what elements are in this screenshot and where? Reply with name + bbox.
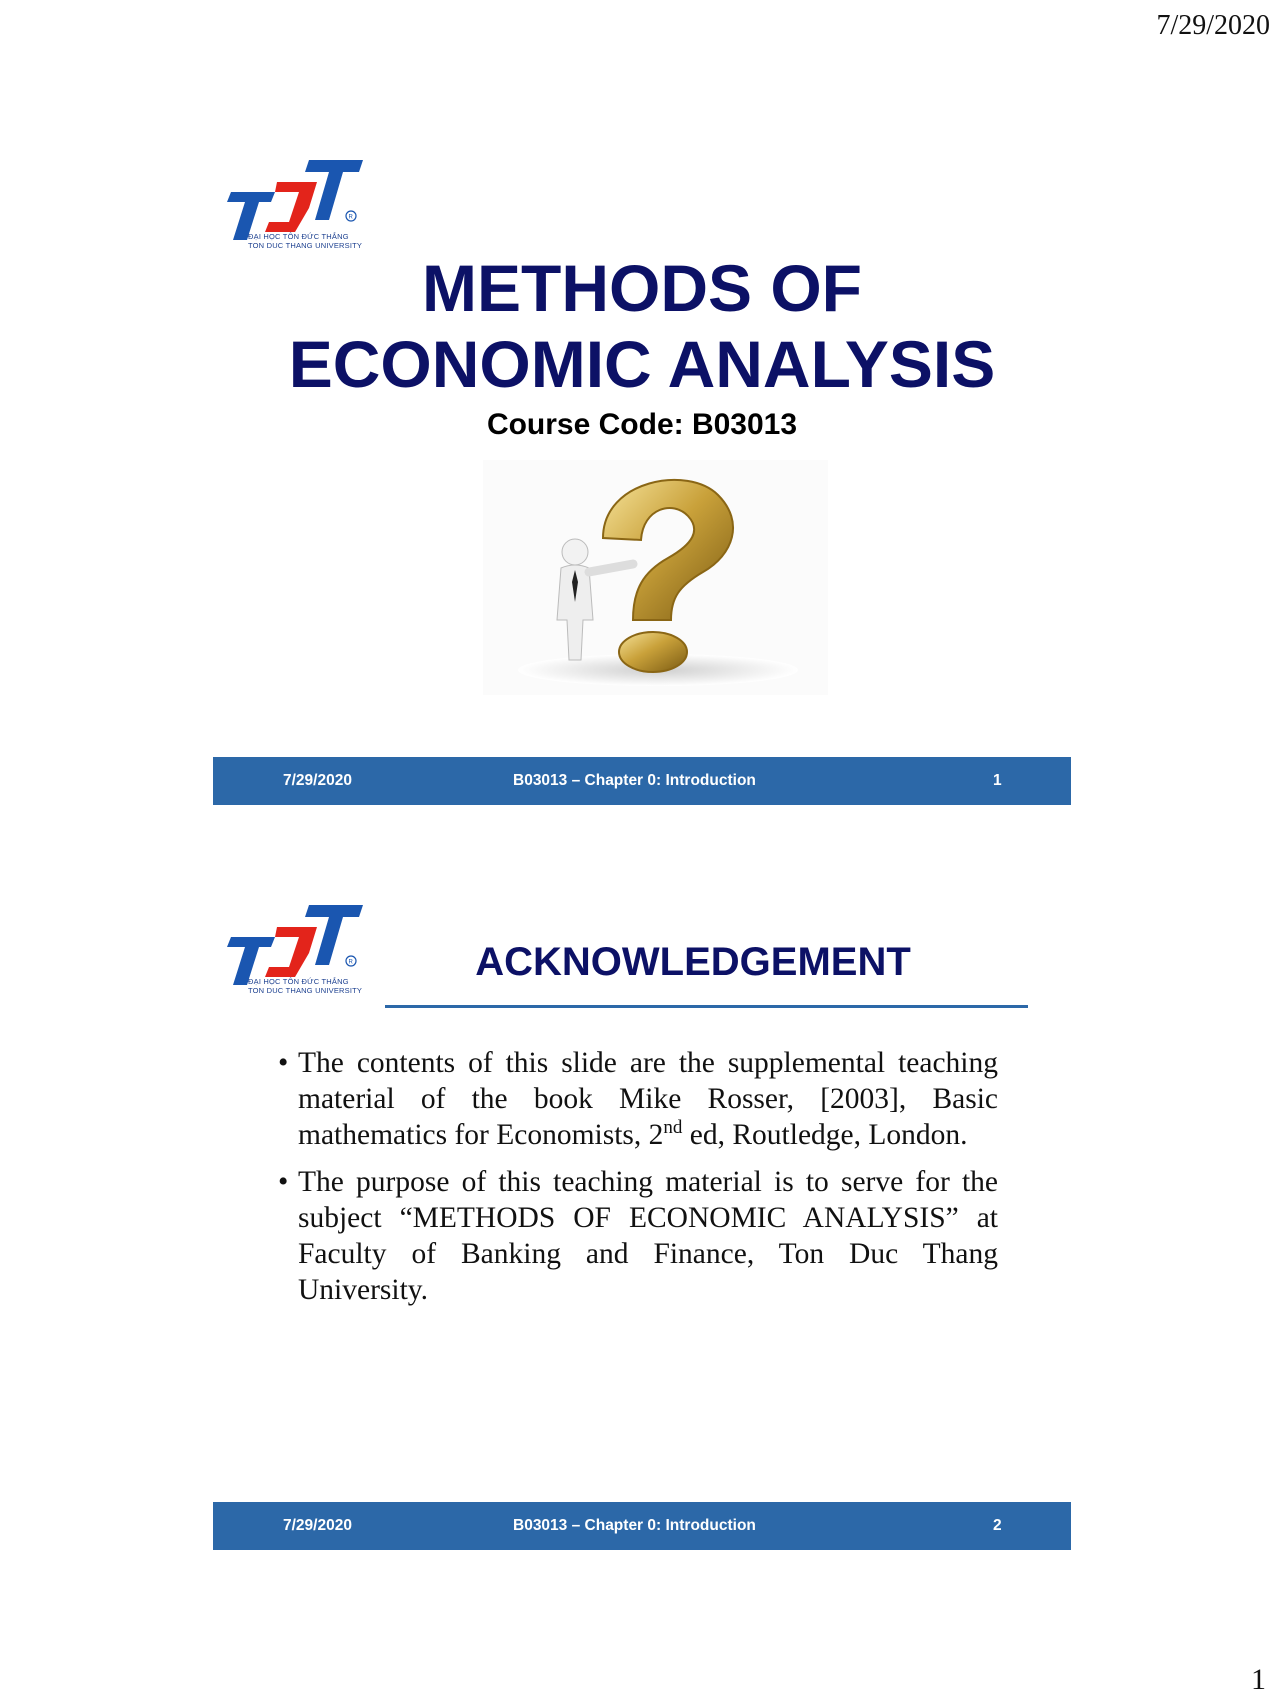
acknowledgement-list (278, 1045, 998, 1319)
bullet-1-superscript: nd (663, 1117, 683, 1139)
slide-1-footer (213, 757, 1071, 805)
page-number: 1 (1251, 1663, 1266, 1696)
svg-text:R: R (348, 214, 353, 221)
title-line-2: ECONOMIC ANALYSIS (288, 327, 996, 401)
tdt-logo (213, 905, 383, 1005)
bullet-1-text-end: ed, Routledge, London. (682, 1119, 968, 1151)
bullet-icon: • (278, 1166, 289, 1198)
bullet-2-text: The purpose of this teaching material is to serve for the subject “METHODS OF ECONOMIC ANALYSIS” at Faculty of Banking and Finance, Ton Duc Thang University. (298, 1166, 998, 1306)
logo-caption-en: TON DUC THANG UNIVERSITY (248, 241, 363, 250)
logo-caption (248, 977, 362, 995)
logo-caption-vn: ĐẠI HỌC TÔN ĐỨC THẮNG (248, 977, 349, 986)
svg-text:R: R (348, 959, 353, 966)
footer-slide-number: 1 (993, 772, 1002, 789)
slide-1-title (213, 250, 1071, 402)
footer-course-chapter: B03013 – Chapter 0: Introduction (513, 1517, 756, 1534)
tdt-logo-mark-icon (213, 905, 383, 985)
footer-date: 7/29/2020 (283, 772, 352, 789)
footer-date: 7/29/2020 (283, 1517, 352, 1534)
footer-course-chapter: B03013 – Chapter 0: Introduction (513, 772, 756, 789)
question-mark-figure-icon (483, 460, 828, 695)
bullet-1-text: The contents of this slide are the supplemental teaching material of the book Mike Rosser, [2003], Basic mathematics for Economists, 2 (298, 1047, 998, 1151)
slide-2-title: ACKNOWLEDGEMENT (475, 940, 911, 984)
title-underline (385, 1005, 1028, 1008)
footer-slide-number: 2 (993, 1517, 1002, 1534)
logo-caption (248, 232, 362, 250)
tdt-logo (213, 160, 383, 260)
logo-caption-en: TON DUC THANG UNIVERSITY (248, 986, 363, 995)
slide-1 (213, 150, 1071, 805)
slide-2 (213, 895, 1071, 1550)
bullet-icon: • (278, 1047, 289, 1079)
logo-caption-vn: ĐẠI HỌC TÔN ĐỨC THẮNG (248, 232, 349, 241)
list-item (278, 1164, 998, 1308)
course-code: Course Code: B03013 (486, 408, 798, 441)
list-item (278, 1045, 998, 1153)
title-line-1: METHODS OF (422, 251, 862, 325)
page-header-date: 7/29/2020 (1156, 10, 1270, 41)
slide-2-footer (213, 1502, 1071, 1550)
tdt-logo-mark-icon (213, 160, 383, 240)
